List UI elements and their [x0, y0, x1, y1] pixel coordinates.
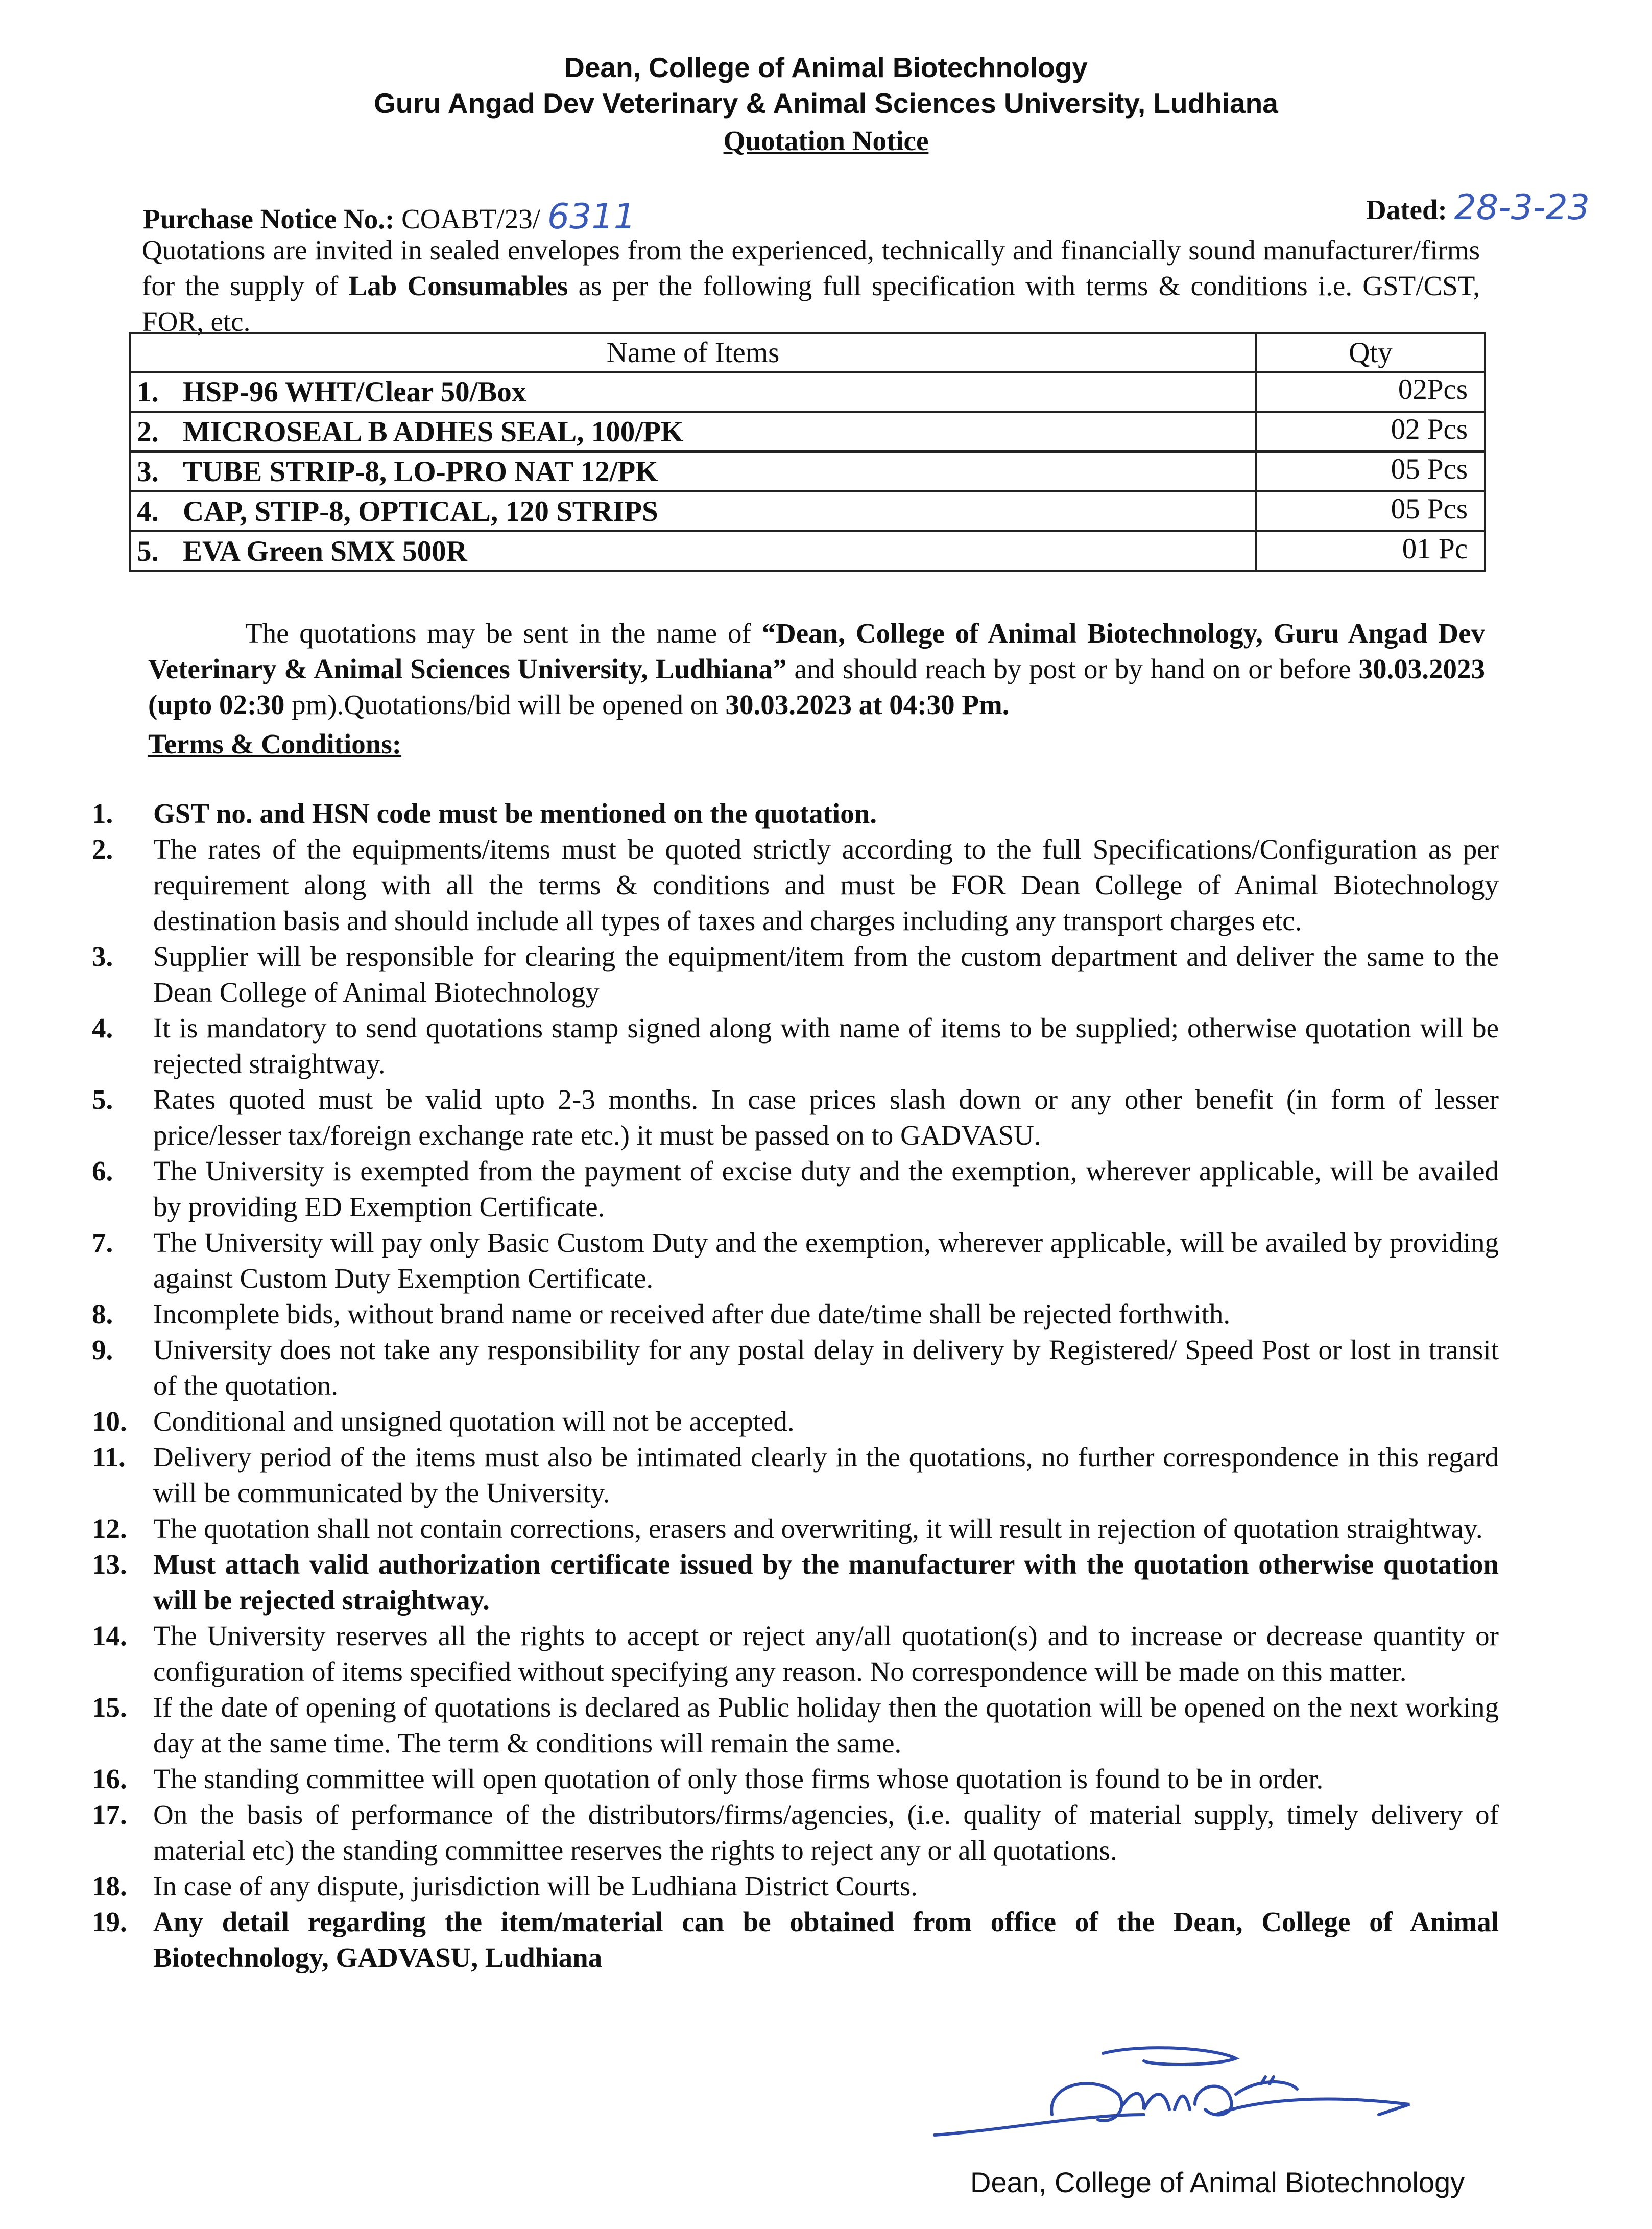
term-text: It is mandatory to send quotations stamp signed along with name of items to be supplied; otherwise quotation will be rejected straightway.: [153, 1012, 1499, 1079]
term-text: Conditional and unsigned quotation will not be accepted.: [153, 1406, 795, 1437]
term-number: 8.: [92, 1298, 113, 1330]
item-qty: 02Pcs: [1256, 372, 1485, 412]
submission-paragraph: [148, 615, 1485, 723]
intro-text-c: as per the following full specification with terms & conditions i.e. GST/CST, FOR, etc.: [142, 270, 1480, 337]
term-number: 15.: [92, 1692, 127, 1723]
column-header-qty: Qty: [1256, 333, 1485, 372]
opening-datetime: 30.03.2023 at 04:30 Pm.: [725, 689, 1010, 720]
term-item: [92, 1761, 1499, 1797]
item-name-cell: [130, 491, 1256, 531]
term-text: Rates quoted must be valid upto 2-3 months. In case prices slash down or any other benefit (in form of lesser price/lesser tax/foreign exchange rate etc.) it must be passed on to GADVASU.: [153, 1084, 1499, 1151]
item-qty: 05 Pcs: [1256, 491, 1485, 531]
term-text: The quotation shall not contain corrections, erasers and overwriting, it will result in rejection of quotation straightway.: [153, 1513, 1483, 1544]
table-row: [130, 531, 1485, 571]
submission-deadline: 30.03.2023 (upto 02:30: [148, 653, 1486, 720]
items-table: [129, 332, 1486, 572]
notice-number-label: Purchase Notice No.:: [143, 203, 395, 234]
term-text: Must attach valid authorization certificate issued by the manufacturer with the quotation otherwise quotation will be rejected straightway.: [153, 1549, 1499, 1616]
submission-addressee: “Dean, College of Animal Biotechnology, Guru Angad Dev Veterinary & Animal Sciences University, Ludhiana”: [148, 618, 1485, 684]
intro-text-bold: Lab Consumables: [348, 270, 568, 301]
items-table-body: [130, 372, 1485, 571]
header-line-2: Guru Angad Dev Veterinary & Animal Sciences University, Ludhiana: [374, 87, 1278, 119]
term-item: [92, 1797, 1499, 1868]
term-text: University does not take any responsibility for any postal delay in delivery by Registered/ Speed Post or lost in transit of the quotation.: [153, 1334, 1499, 1401]
table-row: [130, 491, 1485, 531]
term-text: The standing committee will open quotation of only those firms whose quotation is found to be in order.: [153, 1763, 1324, 1794]
term-number: 7.: [92, 1227, 113, 1258]
item-name-cell: [130, 412, 1256, 452]
item-name-cell: [130, 452, 1256, 491]
intro-paragraph: [142, 232, 1480, 340]
dated-handwritten: 28-3-23: [1454, 187, 1590, 228]
term-number: 9.: [92, 1334, 113, 1365]
term-item: [92, 1404, 1499, 1439]
term-text: The University will pay only Basic Custom Duty and the exemption, wherever applicable, will be availed by providing against Custom Duty Exemption Certificate.: [153, 1227, 1499, 1294]
item-number: 1.: [137, 375, 159, 408]
signature: [929, 2038, 1430, 2171]
term-item: [92, 796, 1499, 832]
header-line-1: Dean, College of Animal Biotechnology: [564, 52, 1088, 83]
table-header-row: [130, 333, 1485, 372]
term-number: 17.: [92, 1799, 127, 1830]
term-text: Incomplete bids, without brand name or received after due date/time shall be rejected forthwith.: [153, 1298, 1231, 1330]
notice-date: [1366, 187, 1590, 228]
notice-number-prefix: COABT/23/: [401, 203, 541, 234]
term-text: Any detail regarding the item/material can be obtained from office of the Dean, College of Animal Biotechnology, GADVASU, Ludhiana: [153, 1906, 1499, 1973]
item-qty: 05 Pcs: [1256, 452, 1485, 491]
submission-text-2: and should reach by post or by hand on or before: [786, 653, 1359, 684]
term-number: 2.: [92, 834, 113, 865]
dated-label: Dated:: [1366, 194, 1447, 225]
terms-heading: Terms & Conditions:: [148, 728, 402, 760]
term-text: On the basis of performance of the distributors/firms/agencies, (i.e. quality of material supply, timely delivery of material etc) the standing committee reserves the rights to reject any or all quotations.: [153, 1799, 1499, 1866]
term-item: [92, 1618, 1499, 1690]
term-item: [92, 1082, 1499, 1153]
term-text: Supplier will be responsible for clearing the equipment/item from the custom department and deliver the same to the Dean College of Animal Biotechnology: [153, 941, 1499, 1008]
column-header-name: Name of Items: [130, 333, 1256, 372]
term-item: [92, 1332, 1499, 1404]
item-qty: 01 Pc: [1256, 531, 1485, 571]
item-number: 5.: [137, 535, 159, 567]
term-item: [92, 1439, 1499, 1511]
table-row: [130, 372, 1485, 412]
term-item: [92, 939, 1499, 1010]
item-number: 2.: [137, 415, 159, 448]
term-number: 10.: [92, 1406, 127, 1437]
term-number: 12.: [92, 1513, 127, 1544]
table-row: [130, 452, 1485, 491]
submission-text-1: The quotations may be sent in the name of: [245, 618, 762, 649]
notice-title: Quotation Notice: [723, 125, 929, 156]
item-name: MICROSEAL B ADHES SEAL, 100/PK: [183, 415, 684, 448]
term-number: 4.: [92, 1012, 113, 1044]
item-name: CAP, STIP-8, OPTICAL, 120 STRIPS: [183, 495, 658, 528]
table-row: [130, 412, 1485, 452]
item-qty: 02 Pcs: [1256, 412, 1485, 452]
term-item: [92, 1225, 1499, 1296]
term-number: 19.: [92, 1906, 127, 1937]
signatory-title: Dean, College of Animal Biotechnology: [970, 2166, 1465, 2198]
term-number: 14.: [92, 1620, 127, 1651]
term-number: 6.: [92, 1155, 113, 1187]
term-number: 13.: [92, 1549, 127, 1580]
term-text: In case of any dispute, jurisdiction will be Ludhiana District Courts.: [153, 1870, 918, 1902]
term-text: GST no. and HSN code must be mentioned on the quotation.: [153, 798, 877, 829]
submission-text-3: pm).Quotations/bid will be opened on: [284, 689, 726, 720]
intro-text-a: Quotations are invited in sealed envelopes from the experienced, technically and financially sound manufacturer/firms for the supply of: [142, 234, 1480, 301]
term-text: If the date of opening of quotations is declared as Public holiday then the quotation will be opened on the next working day at the same time. The term & conditions will remain the same.: [153, 1692, 1499, 1759]
terms-list: [92, 796, 1499, 1976]
purchase-notice-number: [143, 199, 636, 237]
term-item: [92, 1153, 1499, 1225]
term-number: 5.: [92, 1084, 113, 1115]
item-name: HSP-96 WHT/Clear 50/Box: [183, 375, 526, 408]
item-name: TUBE STRIP-8, LO-PRO NAT 12/PK: [183, 455, 658, 488]
term-item: [92, 1547, 1499, 1618]
item-name-cell: [130, 531, 1256, 571]
term-text: The rates of the equipments/items must be quoted strictly according to the full Specifications/Configuration as per requirement along with all the terms & conditions and must be FOR Dean College of Animal Biotechnology destination basis and should include all types of taxes and charges including any transport charges etc.: [153, 834, 1499, 936]
term-number: 3.: [92, 941, 113, 972]
term-number: 1.: [92, 798, 113, 829]
item-name-cell: [130, 372, 1256, 412]
item-name: EVA Green SMX 500R: [183, 535, 467, 567]
term-item: [92, 832, 1499, 939]
item-number: 3.: [137, 455, 159, 488]
term-item: [92, 1511, 1499, 1547]
term-number: 11.: [92, 1441, 126, 1473]
term-text: Delivery period of the items must also be intimated clearly in the quotations, no further correspondence in this regard will be communicated by the University.: [153, 1441, 1499, 1508]
term-item: [92, 1010, 1499, 1082]
term-item: [92, 1904, 1499, 1976]
term-number: 16.: [92, 1763, 127, 1794]
term-item: [92, 1296, 1499, 1332]
term-number: 18.: [92, 1870, 127, 1902]
term-item: [92, 1868, 1499, 1904]
term-item: [92, 1690, 1499, 1761]
item-number: 4.: [137, 495, 159, 528]
term-text: The University is exempted from the payment of excise duty and the exemption, wherever applicable, will be availed by providing ED Exemption Certificate.: [153, 1155, 1499, 1222]
notice-number-handwritten: 6311: [547, 197, 636, 237]
term-text: The University reserves all the rights to accept or reject any/all quotation(s) and to increase or decrease quantity or configuration of items specified without specifying any reason. No correspondence will be made on this matter.: [153, 1620, 1499, 1687]
